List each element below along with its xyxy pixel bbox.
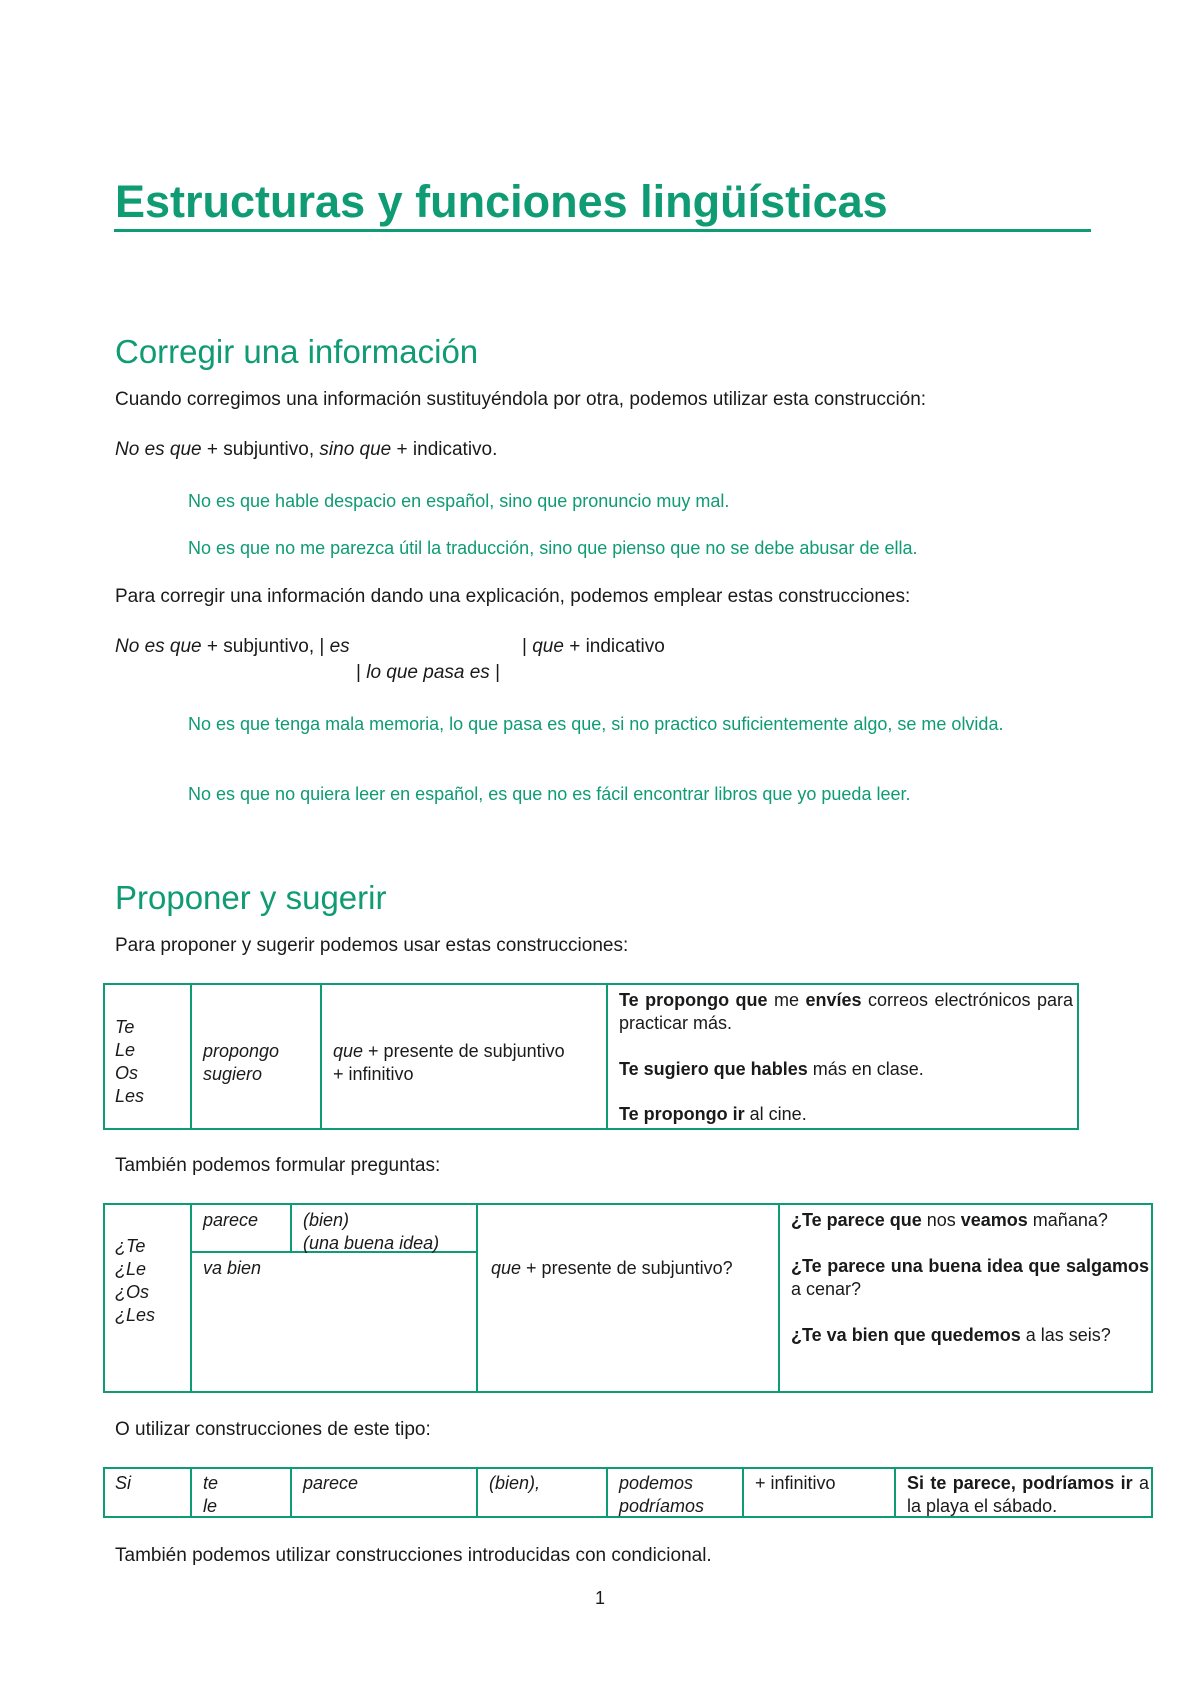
formula-2-line1	[115, 635, 350, 659]
formula-2-h: lo que pasa es	[366, 662, 490, 683]
section1-intro2: Para corregir una información dando una explicación, podemos emplear estas construcciones:	[115, 586, 911, 607]
table1-example-2	[619, 1058, 1073, 1081]
text: me	[767, 990, 806, 1010]
si-text: Si	[115, 1473, 132, 1493]
table-divider	[606, 985, 608, 1128]
example-1-2: No es que no me parezca útil la traducción, sino que pienso que no se debe abusar de ella.	[188, 538, 918, 558]
bold-text: Te propongo ir	[619, 1104, 745, 1124]
table-divider	[476, 1205, 478, 1391]
table-divider	[190, 1205, 192, 1391]
examples-cell	[791, 1209, 1149, 1347]
outro: También podemos utilizar construcciones introducidas con condicional.	[115, 1545, 712, 1566]
bien-cell	[303, 1209, 439, 1255]
le-text: le	[203, 1496, 218, 1516]
bold-text: ¿Te parece que	[791, 1210, 922, 1230]
bold-text: Si te parece, podríamos ir	[907, 1473, 1133, 1493]
title-underline	[114, 229, 1091, 232]
table3-example	[907, 1472, 1149, 1518]
table-divider	[476, 1469, 478, 1516]
podemos-cell	[619, 1472, 704, 1518]
verb: sugiero	[203, 1064, 263, 1084]
formula-2-i: |	[489, 662, 501, 683]
podemos-text: podemos	[619, 1473, 694, 1493]
pronoun: ¿Le	[115, 1259, 147, 1279]
section2-intro: Para proponer y sugerir podemos usar estas construcciones:	[115, 935, 629, 956]
text: a las seis?	[1020, 1325, 1111, 1345]
text: mañana?	[1027, 1210, 1108, 1230]
formula-2-line2	[356, 661, 500, 685]
text: a cenar?	[791, 1279, 862, 1299]
structure-inf: + infinitivo	[333, 1064, 414, 1084]
table1-example-3	[619, 1103, 1073, 1126]
table-divider	[190, 1469, 192, 1516]
bold-text: ¿Te va bien que quedemos	[791, 1325, 1021, 1345]
bold-text: veamos	[960, 1210, 1028, 1230]
te-le-cell	[203, 1472, 218, 1518]
text: a la playa el sábado.	[907, 1473, 1150, 1516]
table-divider	[190, 985, 192, 1128]
verbs-cell	[203, 1040, 279, 1086]
questions-intro: También podemos formular preguntas:	[115, 1155, 441, 1176]
example-2-1: No es que tenga mala memoria, lo que pasa es que, si no practico suficientemente algo, se me olvida.	[188, 714, 1004, 734]
examples-cell	[619, 989, 1073, 1126]
table-divider	[778, 1205, 780, 1391]
formula-2-a: No es que	[115, 636, 202, 657]
table2-example-3	[791, 1324, 1149, 1347]
structure-que: que	[333, 1041, 364, 1061]
formula-1	[115, 438, 497, 462]
bold-text: Te sugiero que hables	[619, 1059, 808, 1079]
other-intro: O utilizar construcciones de este tipo:	[115, 1419, 431, 1440]
structure-cell	[491, 1257, 733, 1280]
structure-que: que	[491, 1258, 522, 1278]
parece-text: parece	[303, 1473, 359, 1493]
table-divider	[320, 985, 322, 1128]
infinitivo-cell: + infinitivo	[755, 1473, 836, 1493]
verb: propongo	[203, 1041, 280, 1061]
text: correos electrónicos para practicar más.	[619, 990, 1073, 1033]
text: más en clase.	[807, 1059, 924, 1079]
pronouns-cell	[115, 1235, 155, 1327]
pronoun: Le	[115, 1040, 136, 1060]
parece-text: parece	[203, 1210, 259, 1230]
formula-1-d: + indicativo.	[391, 439, 498, 460]
bien-cell	[489, 1472, 540, 1495]
table-divider	[290, 1205, 292, 1251]
formula-2-d: |	[522, 636, 533, 657]
table-divider	[894, 1469, 896, 1516]
pronoun: Les	[115, 1086, 145, 1106]
example-2-2: No es que no quiera leer en español, es que no es fácil encontrar libros que yo pueda leer.	[188, 784, 911, 804]
pronoun: Te	[115, 1017, 135, 1037]
pronoun: ¿Les	[115, 1305, 156, 1325]
section1-intro: Cuando corregimos una información sustituyéndola por otra, podemos utilizar esta construcción:	[115, 389, 927, 410]
formula-2-g: |	[356, 662, 367, 683]
formula-2-c: es	[329, 636, 350, 657]
table-preguntas	[103, 1203, 1153, 1393]
formula-2-e: que	[532, 636, 564, 657]
formula-2-f: + indicativo	[563, 636, 665, 657]
bien-text: (bien)	[303, 1210, 350, 1230]
table-si-te-parece	[103, 1467, 1153, 1518]
bold-text: ¿Te parece una buena idea que salgamos	[791, 1256, 1149, 1276]
pronoun: ¿Os	[115, 1282, 149, 1302]
page-number: 1	[594, 1588, 605, 1608]
text: al cine.	[744, 1104, 807, 1124]
text: nos	[921, 1210, 961, 1230]
structure-subj: + presente de subjuntivo	[363, 1041, 565, 1061]
formula-2-right	[522, 635, 665, 659]
table2-example-1	[791, 1209, 1149, 1232]
pronoun: Os	[115, 1063, 139, 1083]
bien-text: (bien),	[489, 1473, 541, 1493]
table1-example-1	[619, 989, 1073, 1035]
formula-2-b: + subjuntivo, |	[201, 636, 330, 657]
table-divider	[742, 1469, 744, 1516]
pronouns-cell	[115, 1016, 144, 1108]
section-heading-proponer: Proponer y sugerir	[115, 879, 387, 916]
va-bien-text: va bien	[203, 1258, 262, 1278]
section-heading-corregir: Corregir una información	[115, 333, 479, 370]
si-cell	[115, 1472, 131, 1495]
podriamos-text: podríamos	[619, 1496, 705, 1516]
parece-cell	[203, 1209, 258, 1232]
bold-text: Te propongo que	[619, 990, 768, 1010]
table2-example-2	[791, 1255, 1149, 1301]
bold-text: envíes	[805, 990, 862, 1010]
table-divider	[606, 1469, 608, 1516]
va-bien-cell	[203, 1257, 261, 1280]
document-title: Estructuras y funciones lingüísticas	[115, 176, 888, 227]
te-text: te	[203, 1473, 219, 1493]
formula-1-b: + subjuntivo,	[201, 439, 320, 460]
formula-1-a: No es que	[115, 439, 202, 460]
table-proponer	[103, 983, 1079, 1130]
pronoun: ¿Te	[115, 1236, 146, 1256]
formula-1-c: sino que	[319, 439, 392, 460]
buena-idea-text: (una buena idea)	[303, 1233, 440, 1253]
parece-cell	[303, 1472, 358, 1495]
table-divider	[290, 1469, 292, 1516]
example-1-1: No es que hable despacio en español, sino que pronuncio muy mal.	[188, 491, 730, 511]
structure-cell	[333, 1040, 565, 1086]
structure-subj: + presente de subjuntivo?	[521, 1258, 733, 1278]
